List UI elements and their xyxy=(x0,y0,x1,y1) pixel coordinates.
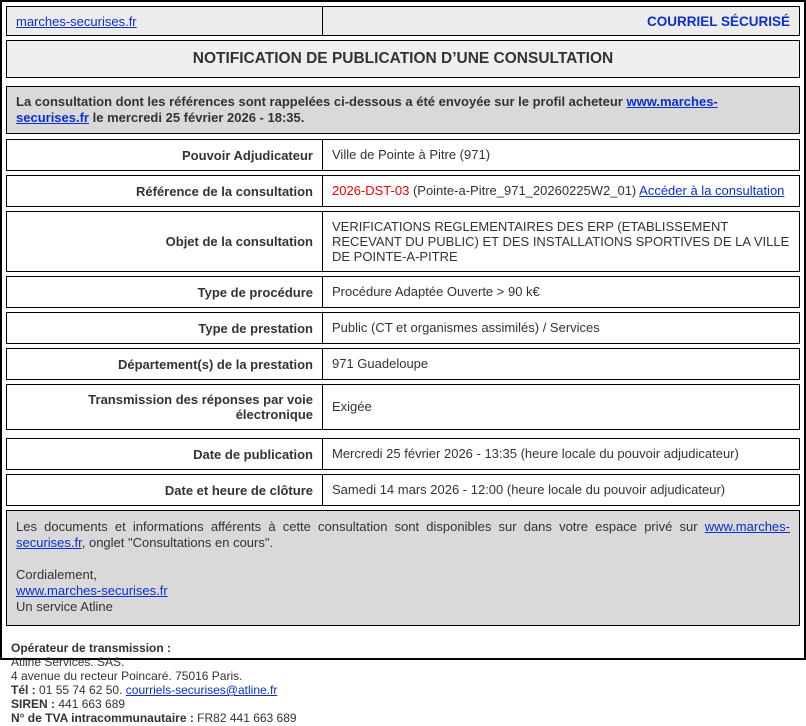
row-pouvoir-adjudicateur xyxy=(6,139,800,171)
footer-text-before: Les documents et informations afférents à cette consultation sont disponibles sur dans votre espace privé sur xyxy=(16,519,705,534)
intro-text-before: La consultation dont les références sont rappelées ci-dessous a été envoyée sur le profil acheteur xyxy=(16,94,627,109)
row-value: Procédure Adaptée Ouverte > 90 k€ xyxy=(332,284,540,299)
row-reference-consultation xyxy=(6,175,800,207)
row-label: Type de prestation xyxy=(7,313,323,343)
row-value: 971 Guadeloupe xyxy=(332,356,429,371)
row-label: Type de procédure xyxy=(7,277,323,307)
row-value: Ville de Pointe à Pitre (971) xyxy=(332,147,491,162)
row-objet-consultation xyxy=(6,211,800,272)
row-departement-prestation xyxy=(6,348,800,380)
email-link[interactable]: courriels-securises@atline.fr xyxy=(125,683,278,697)
reference-code: 2026-DST-03 xyxy=(332,183,410,198)
footer-paragraph xyxy=(16,519,790,551)
row-value: Samedi 14 mars 2026 - 12:00 (heure locale du pouvoir adjudicateur) xyxy=(332,482,726,497)
row-label: Référence de la consultation xyxy=(7,176,323,206)
row-label: Objet de la consultation xyxy=(7,212,323,271)
secure-mail-badge: COURRIEL SÉCURISÉ xyxy=(323,7,799,35)
signature-block xyxy=(16,567,790,615)
service-text: Un service Atline xyxy=(16,599,113,614)
tel-value: 01 55 74 62 50. xyxy=(39,683,126,697)
footer-text-after: , onglet "Consultations en cours". xyxy=(81,535,274,550)
intro-profile-link[interactable]: www.marches-securises.fr xyxy=(16,94,718,125)
operator-tva-line xyxy=(11,712,795,726)
row-type-prestation xyxy=(6,312,800,344)
tel-label: Tél : xyxy=(11,683,40,697)
row-value: Exigée xyxy=(332,399,372,414)
row-label: Département(s) de la prestation xyxy=(7,349,323,379)
tva-label: N° de TVA intracommunautaire : xyxy=(11,711,198,725)
row-transmission-reponses xyxy=(6,384,800,430)
row-label: Transmission des réponses par voie électronique xyxy=(7,385,323,429)
operator-siren-line xyxy=(11,698,795,712)
reference-detail: (Pointe-a-Pitre_971_20260225W2_01) xyxy=(409,183,640,198)
footer-box xyxy=(6,510,800,626)
access-consultation-link[interactable]: Accéder à la consultation xyxy=(639,183,785,198)
row-value xyxy=(323,176,799,206)
row-value: Public (CT et organismes assimilés) / Services xyxy=(332,320,600,335)
row-type-procedure xyxy=(6,276,800,308)
row-date-cloture xyxy=(6,474,800,506)
row-value: Mercredi 25 février 2026 - 13:35 (heure locale du pouvoir adjudicateur) xyxy=(332,446,739,461)
header-site-cell xyxy=(7,7,323,35)
operator-company: Atline Services. SAS. xyxy=(11,655,125,669)
siren-value: 441 663 689 xyxy=(58,697,126,711)
intro-box xyxy=(6,86,800,134)
operator-heading: Opérateur de transmission : xyxy=(11,641,172,655)
tva-value: FR82 441 663 689 xyxy=(197,711,297,725)
row-label: Pouvoir Adjudicateur xyxy=(7,140,323,170)
row-date-publication xyxy=(6,438,800,470)
closing-text: Cordialement, xyxy=(16,567,97,582)
operator-contact-line xyxy=(11,684,795,698)
row-label: Date et heure de clôture xyxy=(7,475,323,505)
page-title: NOTIFICATION DE PUBLICATION D’UNE CONSULTATION xyxy=(6,40,800,78)
intro-text-after: le mercredi 25 février 2026 - 18:35. xyxy=(89,110,305,125)
siren-label: SIREN : xyxy=(11,697,59,711)
operator-address: 4 avenue du recteur Poincaré. 75016 Paris. xyxy=(11,669,243,683)
footer-site-link[interactable]: www.marches-securises.fr xyxy=(16,519,790,550)
row-label: Date de publication xyxy=(7,439,323,469)
row-value: VERIFICATIONS REGLEMENTAIRES DES ERP (ETABLISSEMENT RECEVANT DU PUBLIC) ET DES INSTALLATIONS SPORTIVES DE LA VILLE DE POINTE-A-PITRE xyxy=(332,219,790,264)
signature-site-link[interactable]: www.marches-securises.fr xyxy=(16,583,168,598)
site-link[interactable]: marches-securises.fr xyxy=(16,13,137,29)
transmission-operator-block xyxy=(6,630,800,726)
header-row xyxy=(6,6,800,36)
